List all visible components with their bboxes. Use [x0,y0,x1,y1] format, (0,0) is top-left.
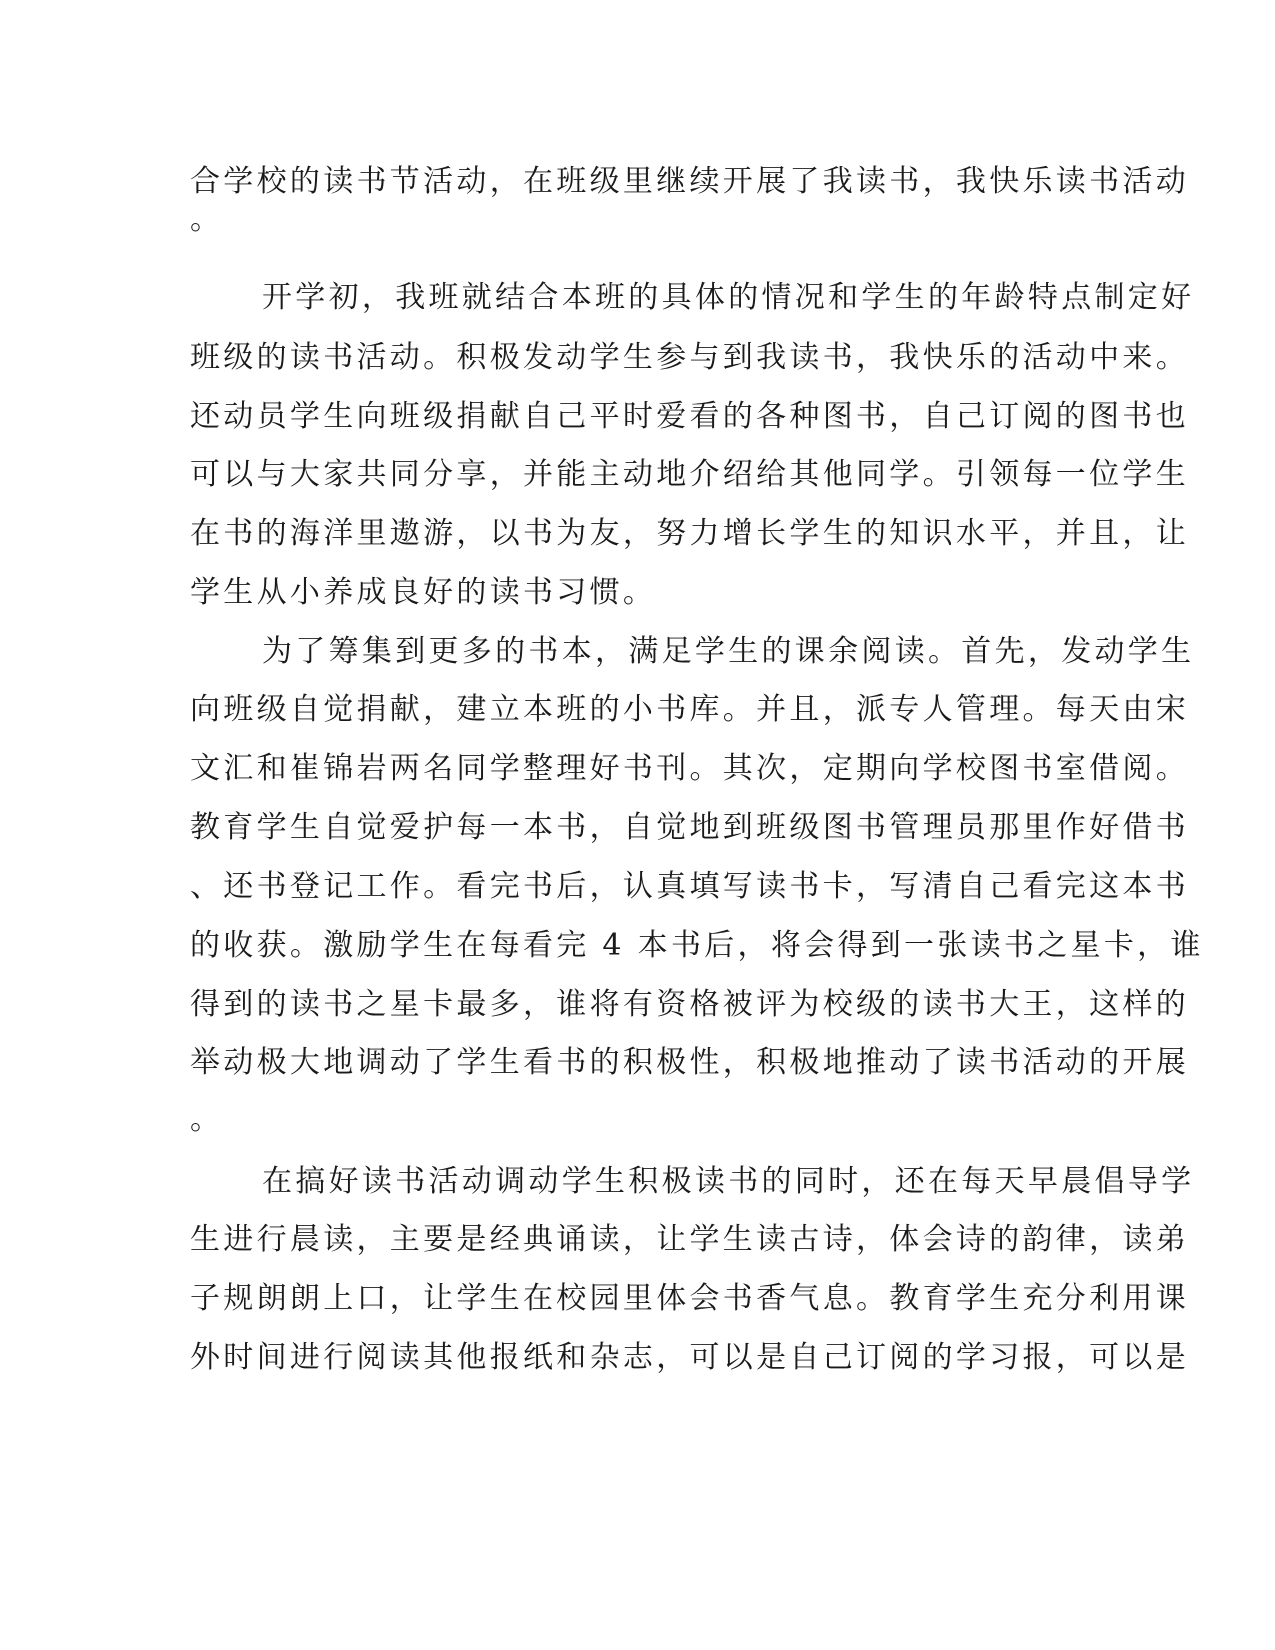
text-line: 教育学生自觉爱护每一本书，自觉地到班级图书管理员那里作好借书 [190,810,1189,845]
text-line: 还动员学生向班级捐献自己平时爱看的各种图书，自己订阅的图书也 [190,399,1189,434]
paragraph-first-line: 为了筹集到更多的书本，满足学生的课余阅读。首先，发动学生 [262,634,1195,669]
text-line: 在书的海洋里遨游，以书为友，努力增长学生的知识水平，并且，让 [190,516,1189,551]
text-line: 班级的读书活动。积极发动学生参与到我读书，我快乐的活动中来。 [190,340,1189,375]
text-line: 子规朗朗上口，让学生在校园里体会书香气息。教育学生充分利用课 [190,1281,1189,1316]
text-line: 学生从小养成良好的读书习惯。 [190,575,657,610]
text-line: 举动极大地调动了学生看书的积极性，积极地推动了读书活动的开展 [190,1045,1189,1080]
text-line: 、还书登记工作。看完书后，认真填写读书卡，写清自己看完这本书 [190,869,1189,904]
text-line: 向班级自觉捐献，建立本班的小书库。并且，派专人管理。每天由宋 [190,692,1189,727]
text-line: 得到的读书之星卡最多，谁将有资格被评为校级的读书大王，这样的 [190,987,1189,1022]
text-line: 。 [190,202,224,237]
text-line: 。 [190,1102,224,1137]
text-line: 文汇和崔锦岩两名同学整理好书刊。其次，定期向学校图书室借阅。 [190,751,1189,786]
paragraph-first-line: 开学初，我班就结合本班的具体的情况和学生的年龄特点制定好 [262,280,1195,315]
paragraph-first-line: 在搞好读书活动调动学生积极读书的同时，还在每天早晨倡导学 [262,1164,1195,1199]
text-line: 可以与大家共同分享，并能主动地介绍给其他同学。引领每一位学生 [190,457,1189,492]
text-line: 的收获。激励学生在每看完 4 本书后，将会得到一张读书之星卡，谁 [190,928,1204,963]
text-line: 生进行晨读，主要是经典诵读，让学生读古诗，体会诗的韵律，读弟 [190,1222,1189,1257]
text-line: 外时间进行阅读其他报纸和杂志，可以是自己订阅的学习报，可以是 [190,1340,1189,1375]
text-line: 合学校的读书节活动，在班级里继续开展了我读书，我快乐读书活动 [190,164,1189,199]
